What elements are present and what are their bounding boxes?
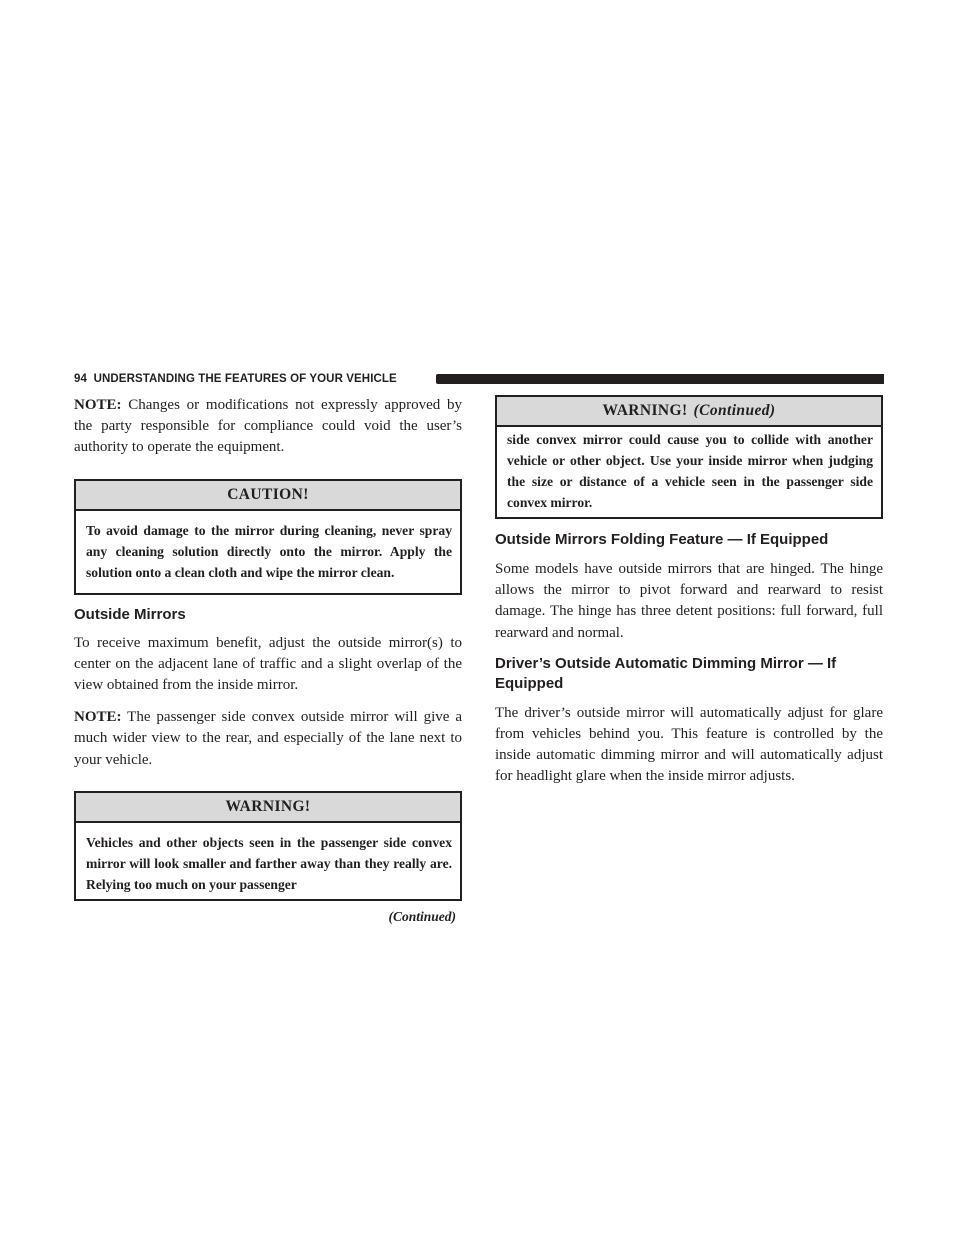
- right-column: [495, 395, 883, 788]
- warning-continued-title: [497, 397, 881, 427]
- heading-auto-dimming: Driver’s Outside Automatic Dimming Mirror — If Equipped: [495, 654, 837, 692]
- caution-box: [74, 479, 462, 595]
- running-header: [74, 372, 884, 386]
- note-compliance: [74, 395, 462, 459]
- caution-text: To avoid damage to the mirror during cleaning, never spray any cleaning solution directly onto the mirror. Apply the solution onto a clean cloth and wipe the mirror clean.: [86, 522, 452, 580]
- warning-box: [74, 791, 462, 901]
- note-label: NOTE:: [74, 709, 122, 726]
- warning-continued-text: side convex mirror could cause you to collide with another vehicle or other object. Use your inside mirror when judging the size or distance of a vehicle seen in the passenger side convex mirror.: [507, 432, 873, 510]
- continued-suffix: (Continued): [693, 402, 776, 419]
- folding-feature-paragraph: Some models have outside mirrors that are hinged. The hinge allows the mirror to pivot forward and rearward to resist damage. The hinge has three detent positions: full forward, full rearward and normal.: [495, 561, 883, 641]
- heading-outside-mirrors: Outside Mirrors: [74, 605, 186, 623]
- left-column: [74, 395, 462, 925]
- note-convex-mirror: [74, 707, 462, 771]
- header-text: [74, 372, 397, 386]
- warning-title: WARNING!: [76, 793, 460, 823]
- note-text: Changes or modifications not expressly approved by the party responsible for compliance could void the user’s authority to operate the equipment.: [74, 397, 462, 456]
- continued-label: (Continued): [388, 908, 456, 924]
- heading-folding-feature: Outside Mirrors Folding Feature — If Equipped: [495, 531, 829, 548]
- section-title: UNDERSTANDING THE FEATURES OF YOUR VEHICLE: [93, 373, 397, 385]
- outside-mirrors-paragraph: To receive maximum benefit, adjust the outside mirror(s) to center on the adjacent lane of traffic and a slight overlap of the view obtained from the inside mirror.: [74, 634, 462, 694]
- note-label: NOTE:: [74, 397, 122, 413]
- header-rule: [436, 374, 884, 384]
- note-text: The passenger side convex outside mirror will give a much wider view to the rear, and especially of the lane next to your vehicle.: [74, 709, 462, 768]
- warning-text: Vehicles and other objects seen in the passenger side convex mirror will look smaller and farther away than they really are. Relying too much on your passenger: [86, 834, 452, 892]
- warning-continued-box: [495, 395, 883, 519]
- warning-title: WARNING!: [602, 402, 688, 419]
- page-number: 94: [74, 373, 87, 385]
- auto-dimming-paragraph: The driver’s outside mirror will automatically adjust for glare from vehicles behind you. This feature is controlled by the inside automatic dimming mirror and will automatically adjust for headlight glare when the inside mirror adjusts.: [495, 704, 883, 785]
- caution-title: CAUTION!: [76, 481, 460, 511]
